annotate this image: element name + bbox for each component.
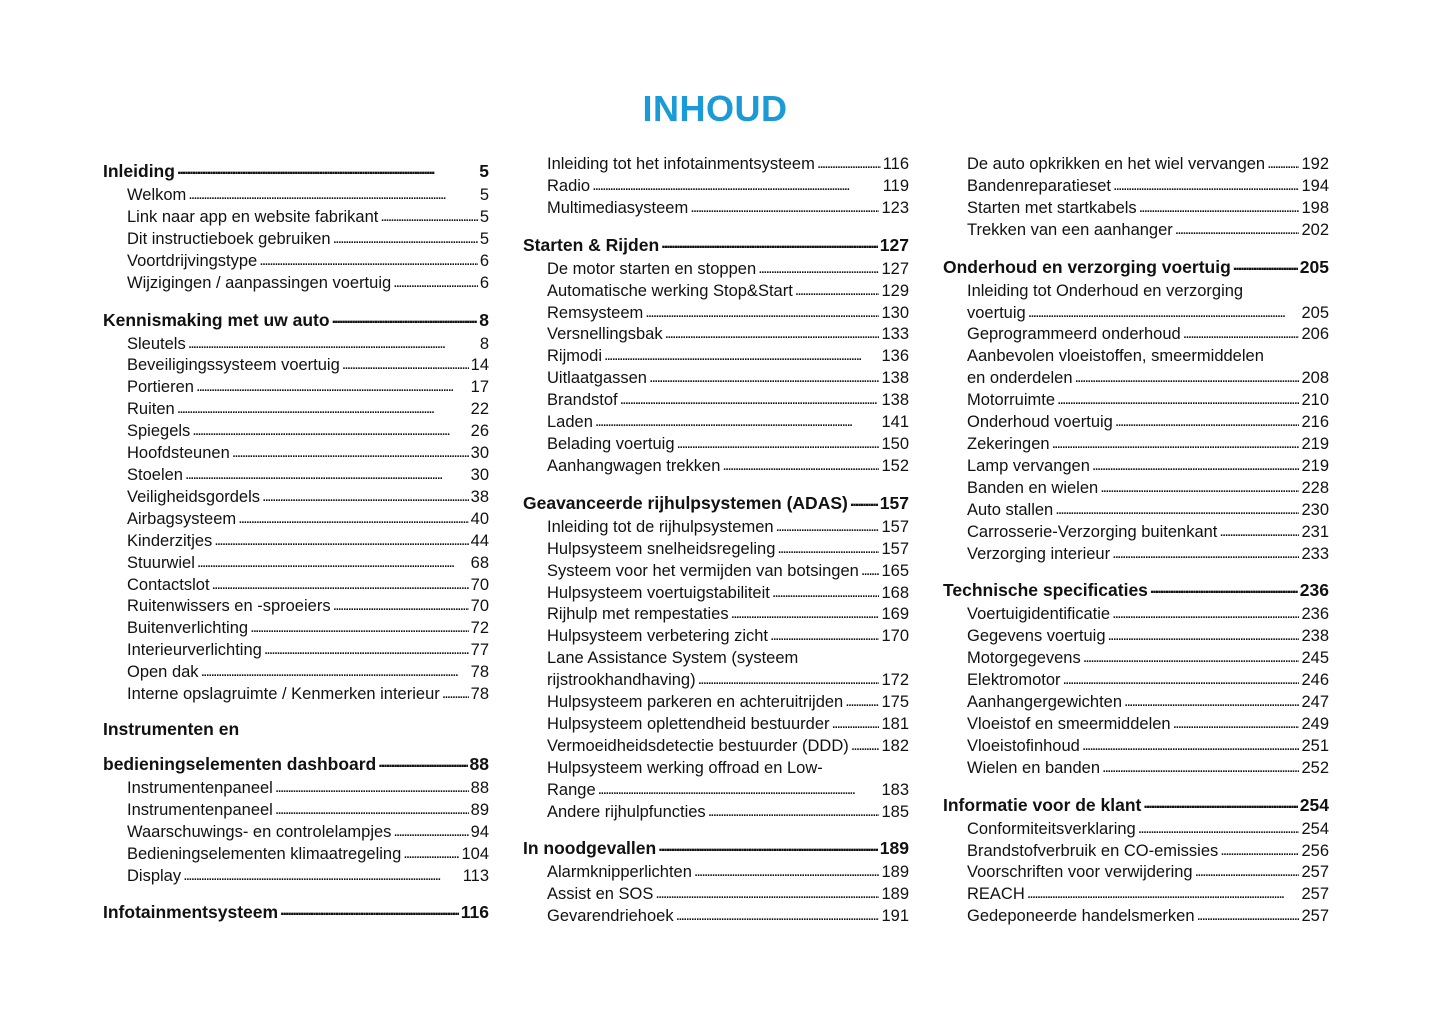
entry-page: 251 (1301, 736, 1329, 755)
entry-page: 245 (1301, 649, 1329, 668)
toc-section[interactable] (103, 160, 489, 182)
toc-entry[interactable] (943, 522, 1329, 544)
entry-page: 231 (1301, 522, 1329, 541)
toc-entry[interactable] (943, 648, 1329, 670)
toc-entry[interactable] (523, 736, 909, 758)
toc-entry[interactable] (103, 207, 489, 229)
entry-label: Bedieningselementen klimaatregeling (127, 844, 402, 863)
toc-entry[interactable] (523, 539, 909, 561)
toc-column-3 (943, 154, 1329, 928)
toc-entry[interactable] (943, 281, 1329, 325)
toc-entry[interactable] (103, 640, 489, 662)
entry-page: 236 (1301, 605, 1329, 624)
toc-entry[interactable] (943, 604, 1329, 626)
entry-page: 238 (1301, 627, 1329, 646)
entry-label: Brandstof (547, 391, 618, 410)
entry-page: 152 (881, 456, 909, 475)
entry-page: 257 (1301, 907, 1329, 926)
toc-entry[interactable] (943, 154, 1329, 176)
toc-entry[interactable] (943, 714, 1329, 736)
entry-label: en onderdelen (967, 369, 1073, 388)
toc-entry[interactable] (103, 844, 489, 866)
entry-label: Motorgegevens (967, 649, 1081, 668)
entry-label: Assist en SOS (547, 885, 654, 904)
toc-section[interactable] (103, 753, 489, 775)
entry-page: 257 (1301, 885, 1329, 904)
section-label: Technische specificaties (943, 580, 1148, 601)
entry-page: 8 (479, 334, 489, 353)
entry-label: Range (547, 780, 596, 799)
entry-label: Conformiteitsverklaring (967, 819, 1136, 838)
entry-page: 138 (881, 369, 909, 388)
entry-label: Remsysteem (547, 303, 644, 322)
section-page: 116 (460, 902, 489, 923)
entry-label: Spiegels (127, 422, 191, 441)
entry-page: 165 (881, 561, 909, 580)
toc-entry[interactable] (523, 346, 909, 368)
entry-label: rijstrookhandhaving) (547, 671, 696, 690)
entry-label: Laden (547, 413, 593, 432)
toc-entry[interactable] (103, 185, 489, 207)
entry-page: 157 (881, 539, 909, 558)
entry-label: Sleutels (127, 334, 186, 353)
entry-label: Vermoeidheidsdetectie bestuurder (DDD) (547, 736, 849, 755)
entry-label: Geprogrammeerd onderhoud (967, 325, 1181, 344)
entry-label: Open dak (127, 663, 199, 682)
entry-label: Inleiding tot Onderhoud en verzorging (967, 281, 1244, 300)
entry-label: Beveiligingssysteem voertuig (127, 356, 340, 375)
entry-label: Gegevens voertuig (967, 627, 1106, 646)
entry-page: 228 (1301, 478, 1329, 497)
entry-label: REACH (967, 885, 1025, 904)
entry-label: Hoofdsteunen (127, 444, 230, 463)
entry-label: Hulpsysteem snelheidsregeling (547, 539, 776, 558)
toc-entry[interactable] (103, 229, 489, 251)
toc-entry[interactable] (523, 456, 909, 478)
toc-entry[interactable] (943, 220, 1329, 242)
entry-label: Systeem voor het vermijden van botsingen (547, 561, 859, 580)
entry-page: 189 (881, 863, 909, 882)
toc-entry[interactable] (103, 662, 489, 684)
section-label: Inleiding (103, 161, 175, 181)
toc-entry[interactable] (103, 251, 489, 273)
toc-entry[interactable] (943, 670, 1329, 692)
entry-page: 254 (1301, 819, 1329, 838)
entry-page: 198 (1301, 198, 1329, 217)
entry-label: Waarschuwings- en controlelampjes (127, 822, 392, 841)
section-page: 8 (479, 309, 489, 330)
entry-label: Trekken van een aanhanger (967, 220, 1173, 239)
entry-page: 133 (881, 325, 909, 344)
toc-entry[interactable] (523, 884, 909, 906)
entry-page: 252 (1301, 758, 1329, 777)
entry-page: 194 (1301, 176, 1329, 195)
toc-entry[interactable] (103, 575, 489, 597)
entry-page: 230 (1301, 500, 1329, 519)
toc-entry[interactable] (103, 596, 489, 618)
toc-entry[interactable] (103, 822, 489, 844)
toc-entry[interactable] (523, 862, 909, 884)
entry-page: 183 (881, 780, 909, 799)
toc-entry[interactable] (943, 862, 1329, 884)
entry-label: Motorruimte (967, 391, 1056, 410)
entry-page: 123 (881, 198, 909, 217)
section-label-line: Instrumenten en (103, 718, 240, 739)
toc-entry[interactable] (523, 154, 909, 176)
entry-label: Vloeistofinhoud (967, 736, 1080, 755)
entry-page: 68 (470, 553, 489, 572)
toc-entry[interactable] (943, 626, 1329, 648)
entry-page: 172 (881, 671, 909, 690)
entry-page: 191 (881, 907, 909, 926)
section-label: Informatie voor de klant (943, 794, 1142, 815)
entry-label: Veiligheidsgordels (127, 487, 261, 506)
toc-entry[interactable] (943, 346, 1329, 390)
entry-label: Link naar app en website fabrikant (127, 207, 379, 226)
entry-page: 88 (470, 778, 489, 797)
entry-page: 116 (882, 155, 909, 173)
toc-entry[interactable] (523, 368, 909, 390)
entry-page: 249 (1301, 714, 1329, 733)
entry-page: 141 (881, 413, 909, 432)
entry-label: Voertuigidentificatie (967, 605, 1111, 624)
entry-label: Interne opslagruimte / Kenmerken interieur (127, 685, 440, 704)
toc-entry[interactable] (103, 531, 489, 553)
entry-label: Hulpsysteem oplettendheid bestuurder (547, 714, 830, 733)
entry-page: 136 (881, 347, 909, 366)
entry-label: Lane Assistance System (systeem (547, 649, 799, 668)
entry-label: Banden en wielen (967, 478, 1099, 497)
entry-label: Rijhulp met rempestaties (547, 605, 729, 624)
toc-entry[interactable] (943, 412, 1329, 434)
entry-page: 127 (881, 259, 909, 278)
entry-label: Instrumentenpaneel (127, 778, 273, 797)
entry-page: 104 (461, 844, 489, 863)
toc-entry[interactable] (943, 906, 1329, 928)
section-label: Onderhoud en verzorging voertuig (943, 256, 1231, 277)
toc-entry[interactable] (943, 434, 1329, 456)
entry-page: 168 (881, 583, 909, 602)
entry-label: Display (127, 866, 182, 885)
section-label: Geavanceerde rijhulpsystemen (ADAS) (523, 492, 848, 513)
entry-label: Ruitenwissers en -sproeiers (127, 597, 331, 616)
entry-page: 14 (470, 356, 489, 375)
toc-entry[interactable] (943, 176, 1329, 198)
entry-label: Zekeringen (967, 434, 1050, 453)
toc-entry[interactable] (523, 906, 909, 928)
entry-page: 192 (1301, 155, 1329, 173)
toc-entry[interactable] (943, 841, 1329, 863)
toc-entry[interactable] (943, 390, 1329, 412)
entry-label: Elektromotor (967, 671, 1061, 690)
toc-entry[interactable] (943, 198, 1329, 220)
toc-section[interactable] (523, 492, 909, 514)
entry-label: Stuurwiel (127, 553, 195, 572)
toc-entry[interactable] (943, 478, 1329, 500)
toc-entry[interactable] (103, 778, 489, 800)
entry-label: voertuig (967, 303, 1026, 322)
entry-page: 40 (470, 509, 489, 528)
entry-label: Verzorging interieur (967, 544, 1111, 563)
entry-label: Aanhangergewichten (967, 693, 1123, 712)
toc-entry[interactable] (523, 259, 909, 281)
entry-label: Inleiding tot het infotainmentsysteem (547, 155, 815, 173)
entry-label: Hulpsysteem voertuigstabiliteit (547, 583, 770, 602)
toc-entry[interactable] (103, 465, 489, 487)
toc-entry[interactable] (523, 692, 909, 714)
entry-label: Versnellingsbak (547, 325, 663, 344)
toc-entry[interactable] (523, 303, 909, 325)
section-page: 205 (1299, 256, 1329, 277)
entry-page: 185 (881, 802, 909, 821)
entry-page: 26 (470, 422, 489, 441)
entry-label: Portieren (127, 378, 194, 397)
toc-entry[interactable] (103, 487, 489, 509)
entry-page: 170 (881, 627, 909, 646)
entry-page: 150 (881, 434, 909, 453)
entry-page: 38 (470, 487, 489, 506)
entry-page: 216 (1301, 413, 1329, 432)
toc-section[interactable] (103, 901, 489, 923)
entry-page: 219 (1301, 456, 1329, 475)
toc-entry[interactable] (103, 553, 489, 575)
entry-label: Onderhoud voertuig (967, 413, 1113, 432)
entry-label: Carrosserie-Verzorging buitenkant (967, 522, 1218, 541)
toc-entry[interactable] (943, 456, 1329, 478)
entry-label: Wijzigingen / aanpassingen voertuig (127, 273, 392, 292)
entry-page: 17 (470, 378, 489, 397)
entry-page: 138 (881, 391, 909, 410)
entry-page: 5 (479, 186, 489, 204)
toc-entry[interactable] (523, 758, 909, 802)
entry-label: Instrumentenpaneel (127, 800, 273, 819)
entry-label: Ruiten (127, 400, 175, 419)
entry-page: 175 (881, 693, 909, 712)
toc-column-2 (523, 154, 909, 928)
toc-entry[interactable] (523, 176, 909, 198)
toc-entry[interactable] (103, 509, 489, 531)
page-title: INHOUD (642, 88, 788, 129)
section-label: In noodgevallen (523, 838, 657, 859)
toc-entry[interactable] (103, 273, 489, 295)
toc-entry[interactable] (103, 399, 489, 421)
entry-label: Wielen en banden (967, 758, 1101, 777)
toc-entry[interactable] (523, 604, 909, 626)
entry-page: 202 (1301, 220, 1329, 239)
entry-page: 94 (470, 822, 489, 841)
entry-label: Starten met startkabels (967, 198, 1137, 217)
entry-label: Andere rijhulpfuncties (547, 802, 706, 821)
entry-label: Aanhangwagen trekken (547, 456, 721, 475)
toc-entry[interactable] (103, 443, 489, 465)
entry-label: Lamp vervangen (967, 456, 1090, 475)
entry-page: 206 (1301, 325, 1329, 344)
toc-section[interactable] (943, 794, 1329, 816)
toc-entry[interactable] (103, 334, 489, 356)
entry-page: 169 (881, 605, 909, 624)
toc-section[interactable] (943, 579, 1329, 601)
section-label: Starten & Rijden (523, 234, 660, 255)
entry-page: 78 (470, 663, 489, 682)
entry-page: 157 (881, 517, 909, 536)
entry-page: 233 (1301, 544, 1329, 563)
section-page: 189 (879, 838, 909, 859)
entry-page: 208 (1301, 369, 1329, 388)
entry-page: 78 (470, 685, 489, 704)
entry-label: Automatische werking Stop&Start (547, 281, 793, 300)
entry-page: 72 (470, 619, 489, 638)
toc-entry[interactable] (523, 324, 909, 346)
toc-entry[interactable] (103, 684, 489, 706)
entry-label: Rijmodi (547, 347, 603, 366)
toc-entry[interactable] (523, 390, 909, 412)
toc-entry[interactable] (103, 355, 489, 377)
entry-label: Gevarendriehoek (547, 907, 674, 926)
entry-page: 89 (470, 800, 489, 819)
toc-entry[interactable] (523, 583, 909, 605)
entry-label: Contactslot (127, 575, 210, 594)
section-label: bedieningselementen dashboard (103, 753, 377, 774)
entry-label: Vloeistof en smeermiddelen (967, 714, 1171, 733)
entry-label: Dit instructieboek gebruiken (127, 229, 331, 248)
entry-page: 70 (470, 597, 489, 616)
entry-label: Voorschriften voor verwijdering (967, 863, 1193, 882)
section-label: Kennismaking met uw auto (103, 309, 330, 330)
toc-entry[interactable] (103, 421, 489, 443)
entry-label: Uitlaatgassen (547, 369, 647, 388)
entry-label: Hulpsysteem parkeren en achteruitrijden (547, 693, 844, 712)
entry-page: 70 (470, 575, 489, 594)
section-label: Infotainmentsysteem (103, 902, 279, 923)
toc-entry[interactable] (523, 412, 909, 434)
entry-label: Hulpsysteem verbetering zicht (547, 627, 769, 646)
entry-page: 113 (462, 866, 489, 885)
section-page: 127 (879, 234, 909, 255)
toc-entry[interactable] (523, 714, 909, 736)
toc-entry[interactable] (943, 758, 1329, 780)
entry-page: 246 (1301, 671, 1329, 690)
entry-label: Stoelen (127, 465, 183, 484)
toc-entry[interactable] (943, 819, 1329, 841)
entry-page: 119 (882, 176, 909, 195)
section-page: 5 (479, 161, 489, 181)
entry-label: Bandenreparatieset (967, 176, 1112, 195)
entry-page: 30 (470, 465, 489, 484)
entry-page: 129 (881, 281, 909, 300)
toc-entry[interactable] (523, 561, 909, 583)
toc-section[interactable] (523, 837, 909, 859)
entry-page: 257 (1301, 863, 1329, 882)
entry-label: De motor starten en stoppen (547, 259, 757, 278)
entry-label: Multimediasysteem (547, 198, 689, 217)
toc-entry[interactable] (943, 500, 1329, 522)
entry-label: Radio (547, 176, 591, 195)
entry-page: 130 (881, 303, 909, 322)
entry-label: Buitenverlichting (127, 619, 249, 638)
toc-section[interactable] (103, 309, 489, 331)
toc-entry[interactable] (523, 802, 909, 824)
entry-page: 189 (881, 885, 909, 904)
entry-page: 6 (479, 251, 489, 270)
entry-label: Alarmknipperlichten (547, 863, 692, 882)
entry-label: Aanbevolen vloeistoffen, smeermiddelen (967, 347, 1264, 366)
entry-label: Auto stallen (967, 500, 1054, 519)
entry-page: 22 (470, 400, 489, 419)
entry-label: Welkom (127, 186, 187, 204)
entry-page: 5 (479, 229, 489, 248)
toc-entry[interactable] (943, 692, 1329, 714)
entry-page: 77 (470, 641, 489, 660)
toc-entry[interactable] (103, 377, 489, 399)
toc-entry[interactable] (523, 198, 909, 220)
entry-page: 256 (1301, 841, 1329, 860)
entry-page: 6 (479, 273, 489, 292)
toc-entry[interactable] (943, 324, 1329, 346)
entry-page: 5 (479, 207, 489, 226)
section-page: 157 (879, 492, 909, 513)
toc-entry[interactable] (523, 626, 909, 648)
toc-entry[interactable] (103, 866, 489, 888)
entry-label: Voortdrijvingstype (127, 251, 258, 270)
entry-page: 30 (470, 444, 489, 463)
section-page: 88 (469, 753, 489, 774)
entry-page: 247 (1301, 693, 1329, 712)
entry-label: Gedeponeerde handelsmerken (967, 907, 1195, 926)
entry-label: Brandstofverbruik en CO-emissies (967, 841, 1219, 860)
toc-entry[interactable] (523, 281, 909, 303)
toc-entry[interactable] (523, 517, 909, 539)
toc-entry[interactable] (943, 736, 1329, 758)
entry-label: Belading voertuig (547, 434, 675, 453)
toc-section[interactable] (523, 234, 909, 256)
toc-column-1 (103, 160, 489, 926)
toc-entry[interactable] (943, 544, 1329, 566)
entry-label: Hulpsysteem werking offroad en Low- (547, 758, 823, 777)
entry-label: Airbagsysteem (127, 509, 237, 528)
toc-entry[interactable] (103, 800, 489, 822)
toc-entry[interactable] (103, 618, 489, 640)
section-page: 254 (1299, 794, 1329, 815)
entry-page: 219 (1301, 434, 1329, 453)
entry-label: Inleiding tot de rijhulpsystemen (547, 517, 774, 536)
entry-label: Kinderzitjes (127, 531, 213, 550)
entry-label: Interieurverlichting (127, 641, 262, 660)
entry-label: De auto opkrikken en het wiel vervangen (967, 155, 1266, 173)
entry-page: 44 (470, 531, 489, 550)
entry-page: 182 (881, 736, 909, 755)
entry-page: 205 (1301, 303, 1329, 322)
section-page: 236 (1299, 580, 1329, 601)
toc-section[interactable] (943, 256, 1329, 278)
toc-entry[interactable] (523, 648, 909, 692)
entry-page: 210 (1301, 391, 1329, 410)
toc-entry[interactable] (943, 884, 1329, 906)
toc-entry[interactable] (523, 434, 909, 456)
entry-page: 181 (881, 714, 909, 733)
